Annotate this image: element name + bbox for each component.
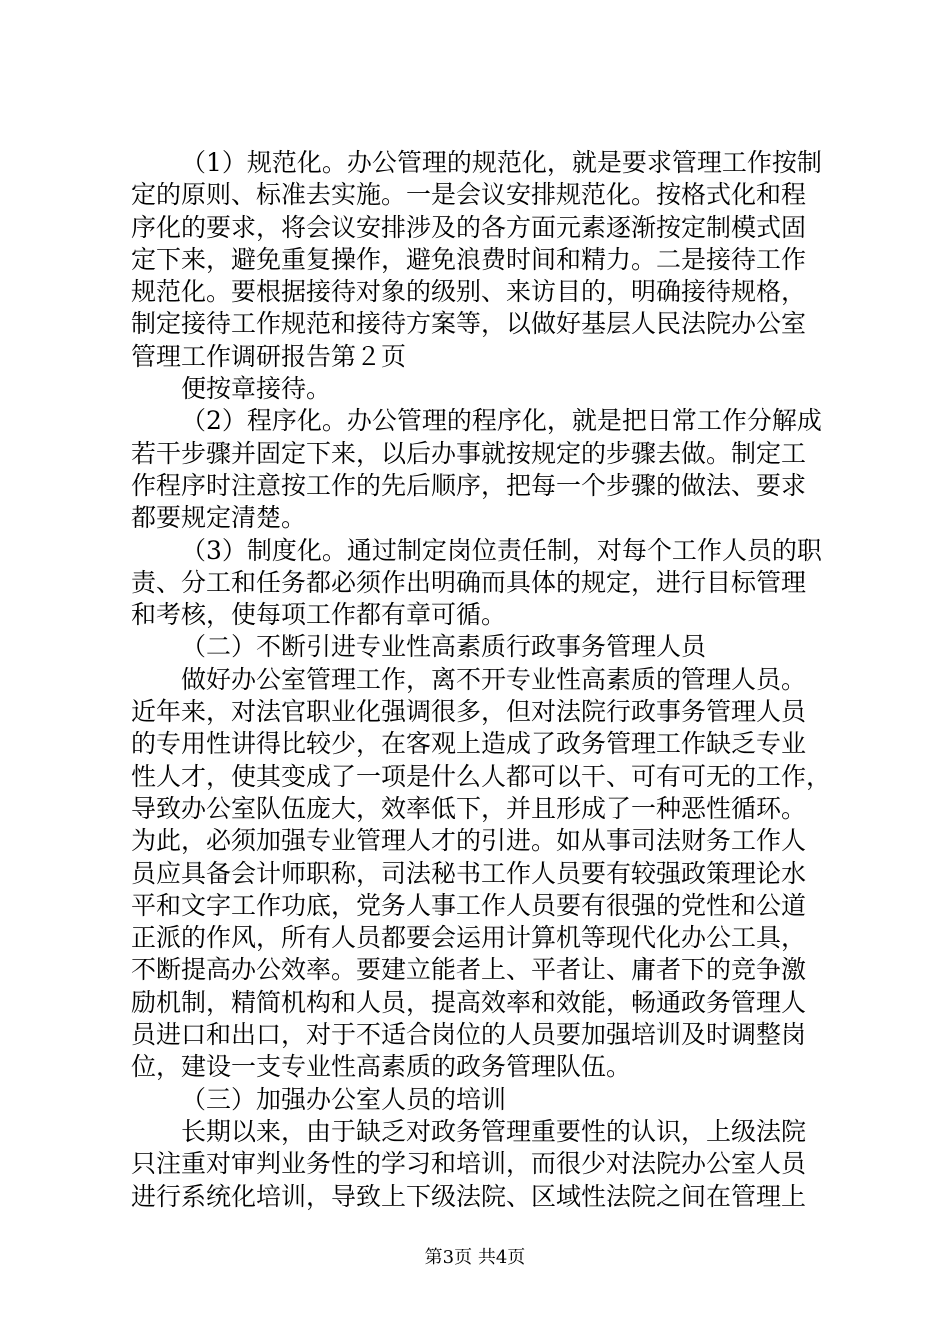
text-line: 和考核，使每项工作都有章可循。 bbox=[131, 600, 507, 630]
text-line: 不断提高办公效率。要建立能者上、平者让、庸者下的竞争激 bbox=[131, 955, 807, 985]
text-line: （3）制度化。通过制定岗位责任制，对每个工作人员的职 bbox=[181, 535, 822, 565]
text-line: 序化的要求，将会议安排涉及的各方面元素逐渐按定制模式固 bbox=[131, 212, 807, 242]
text-line: 规范化。要根据接待对象的级别、来访目的，明确接待规格， bbox=[131, 277, 807, 307]
text-line: 只注重对审判业务性的学习和培训，而很少对法院办公室人员 bbox=[131, 1149, 807, 1179]
text-line: 员应具备会计师职称，司法秘书工作人员要有较强政策理论水 bbox=[131, 858, 807, 888]
text-line: 励机制，精简机构和人员，提高效率和效能，畅通政务管理人 bbox=[131, 987, 807, 1017]
text-line: 便按章接待。 bbox=[181, 374, 332, 404]
page-footer bbox=[0, 1243, 950, 1269]
text-line: 都要规定清楚。 bbox=[131, 503, 307, 533]
text-line: 定下来，避免重复操作，避免浪费时间和精力。二是接待工作 bbox=[131, 244, 807, 274]
page-number: 第3页 共4页 bbox=[424, 1247, 526, 1268]
text-line: （二）不断引进专业性高素质行政事务管理人员 bbox=[181, 632, 707, 662]
text-line: 近年来，对法官职业化强调很多，但对法院行政事务管理人员 bbox=[131, 697, 807, 727]
text-line: 制定接待工作规范和接待方案等，以做好基层人民法院办公室 bbox=[131, 309, 807, 339]
text-line: 性人才，使其变成了一项是什么人都可以干、可有可无的工作， bbox=[131, 761, 832, 791]
text-line: 定的原则、标准去实施。一是会议安排规范化。按格式化和程 bbox=[131, 180, 807, 210]
text-line: 位，建设一支专业性高素质的政务管理队伍。 bbox=[131, 1052, 632, 1082]
text-line: 正派的作风，所有人员都要会运用计算机等现代化办公工具， bbox=[131, 923, 807, 953]
text-line: 为此，必须加强专业管理人才的引进。如从事司法财务工作人 bbox=[131, 826, 807, 856]
text-line: 导致办公室队伍庞大，效率低下，并且形成了一种恶性循环。 bbox=[131, 793, 807, 823]
text-line: 责、分工和任务都必须作出明确而具体的规定，进行目标管理 bbox=[131, 567, 807, 597]
text-line: 长期以来，由于缺乏对政务管理重要性的认识，上级法院 bbox=[181, 1116, 807, 1146]
text-line: 员进口和出口，对于不适合岗位的人员要加强培训及时调整岗 bbox=[131, 1020, 807, 1050]
text-line: 作程序时注意按工作的先后顺序，把每一个步骤的做法、要求 bbox=[131, 470, 807, 500]
text-line: （1）规范化。办公管理的规范化，就是要求管理工作按制 bbox=[181, 148, 822, 177]
text-line: 进行系统化培训，导致上下级法院、区域性法院之间在管理上 bbox=[131, 1181, 807, 1211]
text-line: 做好办公室管理工作，离不开专业性高素质的管理人员。 bbox=[181, 664, 807, 694]
text-line: （三）加强办公室人员的培训 bbox=[181, 1084, 507, 1114]
text-line: 若干步骤并固定下来，以后办事就按规定的步骤去做。制定工 bbox=[131, 438, 807, 468]
text-line: 管理工作调研报告第２页 bbox=[131, 341, 407, 371]
text-line: （2）程序化。办公管理的程序化，就是把日常工作分解成 bbox=[181, 406, 822, 436]
text-line: 平和文字工作功底，党务人事工作人员要有很强的党性和公道 bbox=[131, 890, 807, 920]
text-line: 的专用性讲得比较少，在客观上造成了政务管理工作缺乏专业 bbox=[131, 729, 807, 759]
document-body bbox=[131, 147, 831, 1213]
